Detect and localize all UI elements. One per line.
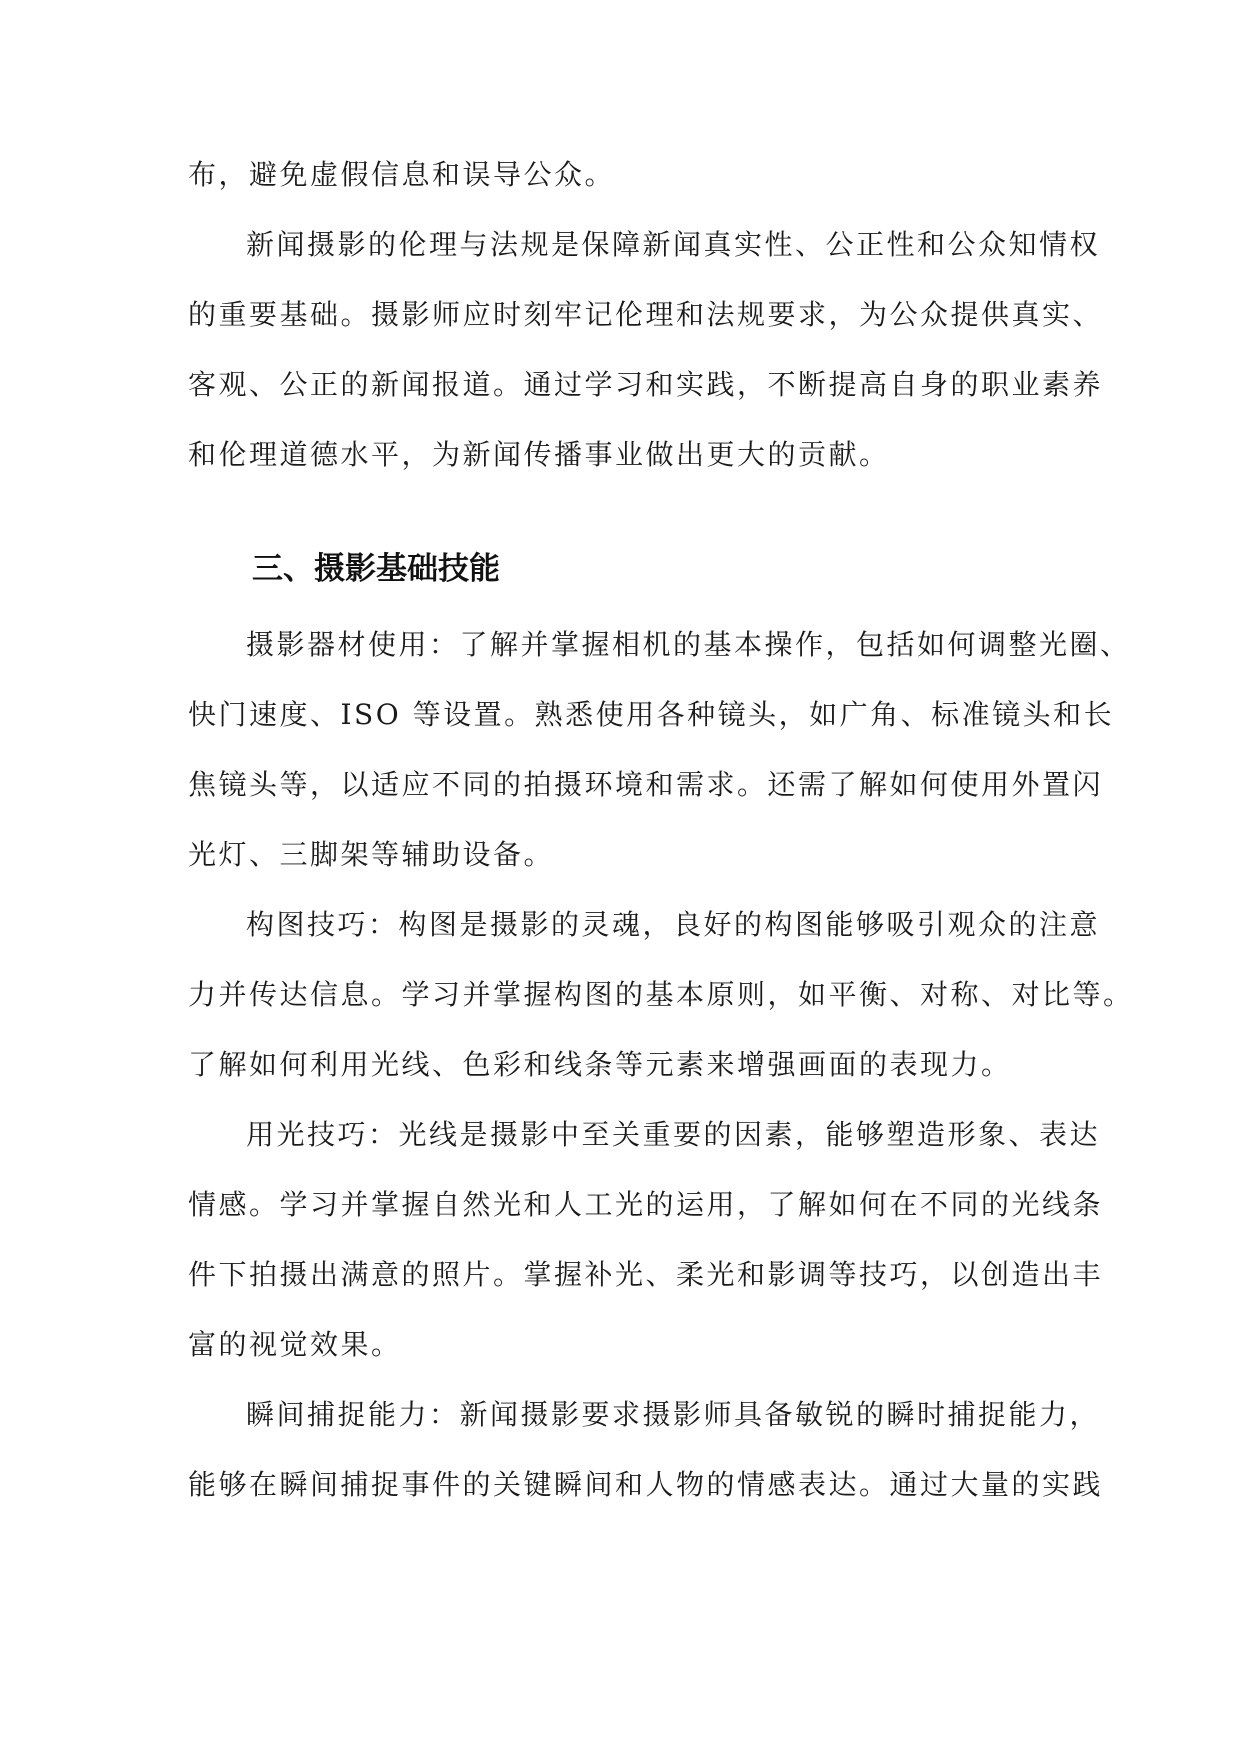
text-line: 摄影器材使用：了解并掌握相机的基本操作，包括如何调整光圈、 [246,628,1131,661]
section-heading: 三、摄影基础技能 [252,551,500,587]
capture-paragraph [188,1380,1104,1520]
composition-paragraph [188,890,1134,1100]
text-line: 光灯、三脚架等辅助设备。 [188,838,555,871]
text-line: 的重要基础。摄影师应时刻牢记伦理和法规要求，为公众提供真实、 [188,298,1104,331]
text-line: 快门速度、ISO 等设置。熟悉使用各种镜头，如广角、标准镜头和长 [188,698,1115,731]
text-line: 情感。学习并掌握自然光和人工光的运用，了解如何在不同的光线条 [188,1188,1104,1221]
text-line: 构图技巧：构图是摄影的灵魂，良好的构图能够吸引观众的注意 [246,908,1101,941]
document-body [188,140,1134,1520]
text-line: 能够在瞬间捕捉事件的关键瞬间和人物的情感表达。通过大量的实践 [188,1468,1104,1501]
equipment-paragraph [188,610,1131,890]
opening-fragment [188,140,1054,210]
text-line: 瞬间捕捉能力：新闻摄影要求摄影师具备敏锐的瞬时捕捉能力， [246,1398,1101,1431]
text-line: 客观、公正的新闻报道。通过学习和实践，不断提高自身的职业素养 [188,368,1104,401]
text-line: 件下拍摄出满意的照片。掌握补光、柔光和影调等技巧，以创造出丰 [188,1258,1104,1291]
text-line: 焦镜头等，以适应不同的拍摄环境和需求。还需了解如何使用外置闪 [188,768,1104,801]
text-line: 新闻摄影的伦理与法规是保障新闻真实性、公正性和公众知情权 [246,228,1101,261]
text-line: 了解如何利用光线、色彩和线条等元素来增强画面的表现力。 [188,1048,1012,1081]
text-line: 富的视觉效果。 [188,1328,402,1361]
lighting-paragraph [188,1100,1104,1380]
text-line: 和伦理道德水平，为新闻传播事业做出更大的贡献。 [188,438,890,471]
ethics-paragraph [188,210,1104,490]
text-line: 布，避免虚假信息和误导公众。 [188,158,616,191]
text-line: 力并传达信息。学习并掌握构图的基本原则，如平衡、对称、对比等。 [188,978,1134,1011]
text-line: 用光技巧：光线是摄影中至关重要的因素，能够塑造形象、表达 [246,1118,1101,1151]
